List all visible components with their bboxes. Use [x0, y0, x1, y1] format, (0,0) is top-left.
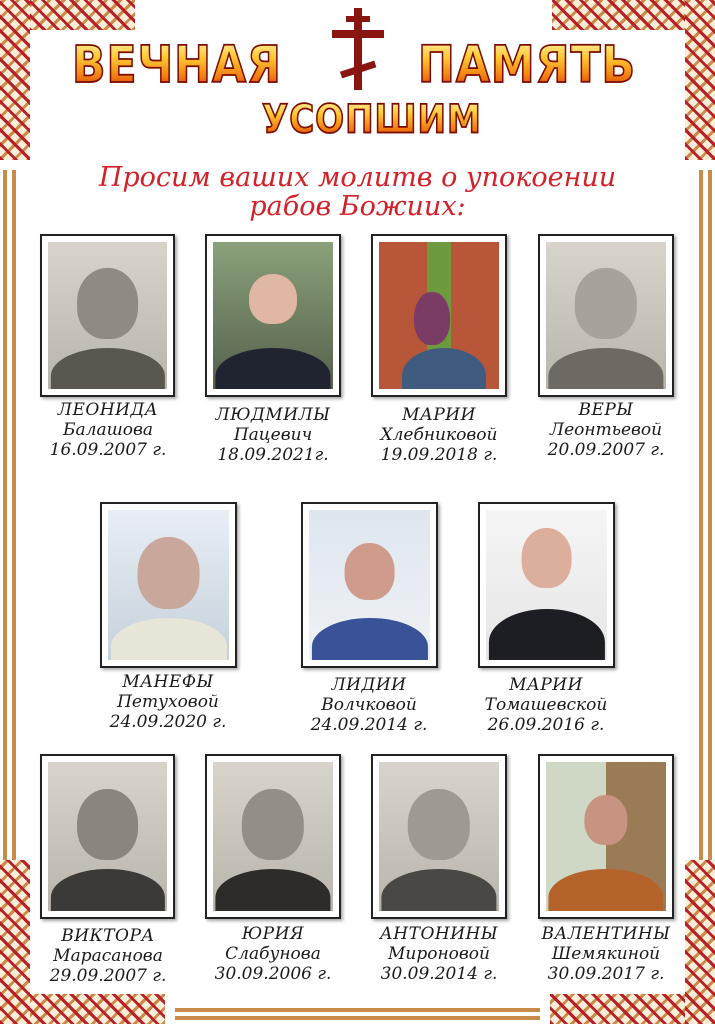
surname: Марасанова [53, 946, 163, 966]
name: МАРИИ [509, 675, 583, 695]
date: 16.09.2007 г. [49, 440, 167, 460]
caption-person-3 [359, 405, 519, 465]
name: АНТОНИНЫ [379, 924, 499, 944]
prayer-request-line2: рабов Божиих: [249, 191, 466, 222]
prayer-request-line1: Просим ваших молитв о упокоении [98, 162, 617, 193]
surname: Балашова [63, 420, 153, 440]
surname: Волчковой [321, 695, 417, 715]
surname: Леонтьевой [549, 420, 663, 440]
rail-left-inner [12, 170, 16, 860]
date: 29.09.2007 г. [49, 966, 167, 986]
rail-left-outer [3, 170, 7, 860]
orthodox-cross-icon [328, 8, 388, 90]
date: 30.09.2017 г. [547, 964, 665, 984]
name: ВИКТОРА [61, 926, 155, 946]
photo-person-4 [538, 234, 674, 397]
caption-person-1 [28, 400, 188, 460]
name: ЛЕОНИДА [57, 400, 159, 420]
photo-person-2 [205, 234, 341, 397]
ornament-left-bottom [0, 860, 30, 1024]
caption-person-7 [466, 675, 626, 735]
date: 26.09.2016 г. [487, 715, 605, 735]
date: 20.09.2007 г. [547, 440, 665, 460]
title-subtitle: УСОПШИМ [262, 97, 482, 143]
surname: Томашевской [484, 695, 608, 715]
photo-person-7 [478, 502, 615, 668]
caption-person-5 [88, 672, 248, 732]
caption-person-6 [289, 675, 449, 735]
bar-bottom-1 [175, 1008, 540, 1012]
name: ВЕРЫ [578, 400, 634, 420]
photo-person-3 [371, 234, 507, 397]
name: МАНЕФЫ [122, 672, 214, 692]
date: 30.09.2014 г. [380, 964, 498, 984]
caption-person-11 [526, 924, 686, 984]
surname: Пацевич [233, 425, 313, 445]
title-left: ВЕЧНАЯ [72, 36, 282, 95]
bar-bottom-2 [175, 1016, 540, 1020]
ornament-right-top [685, 0, 715, 160]
surname: Петуховой [117, 692, 219, 712]
ornament-right-bottom [685, 860, 715, 1024]
caption-person-4 [526, 400, 686, 460]
date: 18.09.2021г. [217, 445, 329, 465]
caption-person-8 [28, 926, 188, 986]
photo-person-6 [301, 502, 438, 668]
surname: Слабунова [225, 944, 321, 964]
rail-right-outer [708, 170, 712, 860]
caption-person-9 [193, 924, 353, 984]
photo-person-10 [371, 754, 507, 919]
rail-right-inner [699, 170, 703, 860]
surname: Хлебниковой [380, 425, 498, 445]
photo-person-5 [100, 502, 237, 668]
photo-person-9 [205, 754, 341, 919]
caption-person-10 [359, 924, 519, 984]
caption-person-2 [193, 405, 353, 465]
title-right: ПАМЯТЬ [418, 36, 637, 95]
surname: Мироновой [388, 944, 490, 964]
photo-person-11 [538, 754, 674, 919]
name: ЮРИЯ [241, 924, 305, 944]
name: ЛИДИИ [331, 675, 407, 695]
name: ЛЮДМИЛЫ [215, 405, 331, 425]
photo-person-1 [40, 234, 175, 397]
photo-person-8 [40, 754, 175, 919]
surname: Шемякиной [551, 944, 661, 964]
date: 24.09.2014 г. [310, 715, 428, 735]
name: МАРИИ [402, 405, 476, 425]
date: 19.09.2018 г. [380, 445, 498, 465]
name: ВАЛЕНТИНЫ [541, 924, 671, 944]
ornament-left-top [0, 0, 30, 160]
date: 24.09.2020 г. [109, 712, 227, 732]
date: 30.09.2006 г. [214, 964, 332, 984]
